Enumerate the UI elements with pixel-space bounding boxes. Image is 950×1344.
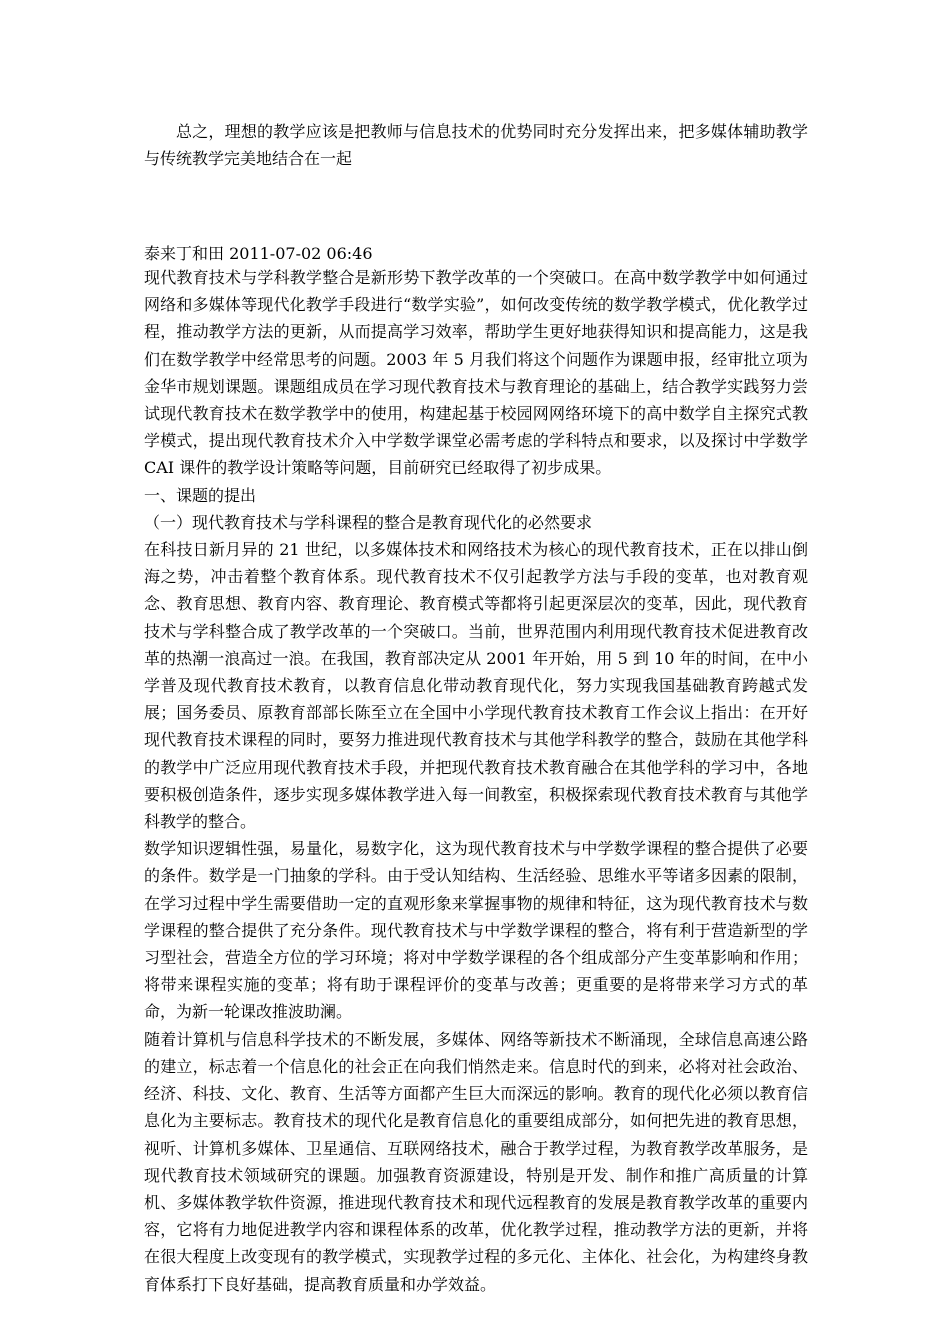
intro-paragraph: 总之，理想的教学应该是把教师与信息技术的优势同时充分发挥出来，把多媒体辅助教学与传统教学完美地结合在一起: [144, 122, 808, 169]
body-paragraph: 数学知识逻辑性强，易量化，易数字化，这为现代教育技术与中学数学课程的整合提供了必要的条件。数学是一门抽象的学科。由于受认知结构、生活经验、思维水平等诸多因素的限制，在学习过程中学生需要借助一定的直观形象来掌握事物的规律和特征，这为现代教育技术与数学课程的整合提供了充分条件。现代教育技术与中学数学课程的整合，将有利于营造新型的学习型社会，营造全方位的学习环境；将对中学数学课程的各个组成部分产生变革影响和作用；将带来课程实施的变革；将有助于课程评价的变革与改善；更重要的是将带来学习方式的革命，为新一轮课改推波助澜。: [144, 839, 808, 1022]
subsection-heading: （一）现代教育技术与学科课程的整合是教育现代化的必然要求: [144, 512, 593, 532]
post-author-timestamp: 泰来丁和田 2011-07-02 06:46: [144, 244, 373, 263]
article-body: [144, 264, 808, 1298]
section-heading: 一、课题的提出: [144, 485, 257, 505]
body-paragraph-intro: 现代教育技术与学科教学整合是新形势下教学改革的一个突破口。在高中数学教学中如何通过网络和多媒体等现代化教学手段进行“数学实验”，如何改变传统的数学教学模式，优化教学过程，推动教学方法的更新，从而提高学习效率，帮助学生更好地获得知识和提高能力，这是我们在数学教学中经常思考的问题。2003 年 5 月我们将这个问题作为课题申报，经审批立项为金华市规划课题。课题组成员在学习现代教育技术与教育理论的基础上，结合教学实践努力尝试现代教育技术在数学教学中的使用，构建起基于校园网网络环境下的高中数学自主探究式教学模式，提出现代教育技术介入中学数学课堂必需考虑的学科特点和要求，以及探讨中学数学 CAI 课件的教学设计策略等问题，目前研究已经取得了初步成果。: [144, 268, 808, 478]
body-paragraph: 在科技日新月异的 21 世纪，以多媒体技术和网络技术为核心的现代教育技术，正在以排山倒海之势，冲击着整个教育体系。现代教育技术不仅引起教学方法与手段的变革，也对教育观念、教育思想、教育内容、教育理论、教育模式等都将引起更深层次的变革，因此，现代教育技术与学科整合成了教学改革的一个突破口。当前，世界范围内利用现代教育技术促进教育改革的热潮一浪高过一浪。在我国，教育部决定从 2001 年开始，用 5 到 10 年的时间，在中小学普及现代教育技术教育，以教育信息化带动教育现代化，努力实现我国基础教育跨越式发展；国务委员、原教育部部长陈至立在全国中小学现代教育技术教育工作会议上指出：在开好现代教育技术课程的同时，要努力推进现代教育技术与其他学科教学的整合，鼓励在其他学科的教学中广泛应用现代教育技术手段，并把现代教育技术教育融合在其他学科的学习中，各地要积极创造条件，逐步实现多媒体教学进入每一间教室，积极探索现代教育技术教育与其他学科教学的整合。: [144, 540, 808, 832]
body-paragraph: 随着计算机与信息科学技术的不断发展，多媒体、网络等新技术不断涌现，全球信息高速公路的建立，标志着一个信息化的社会正在向我们悄然走来。信息时代的到来，必将对社会政治、经济、科技、文化、教育、生活等方面都产生巨大而深远的影响。教育的现代化必须以教育信息化为主要标志。教育技术的现代化是教育信息化的重要组成部分，如何把先进的教育思想，视听、计算机多媒体、卫星通信、互联网络技术，融合于教学过程，为教育教学改革服务，是现代教育技术领域研究的课题。加强教育资源建设，特别是开发、制作和推广高质量的计算机、多媒体教学软件资源，推进现代教育技术和现代远程教育的发展是教育教学改革的重要内容，它将有力地促进教学内容和课程体系的改革，优化教学过程，推动教学方法的更新，并将在很大程度上改变现有的教学模式，实现教学过程的多元化、主体化、社会化，为构建终身教育体系打下良好基础，提高教育质量和办学效益。: [144, 1029, 808, 1294]
